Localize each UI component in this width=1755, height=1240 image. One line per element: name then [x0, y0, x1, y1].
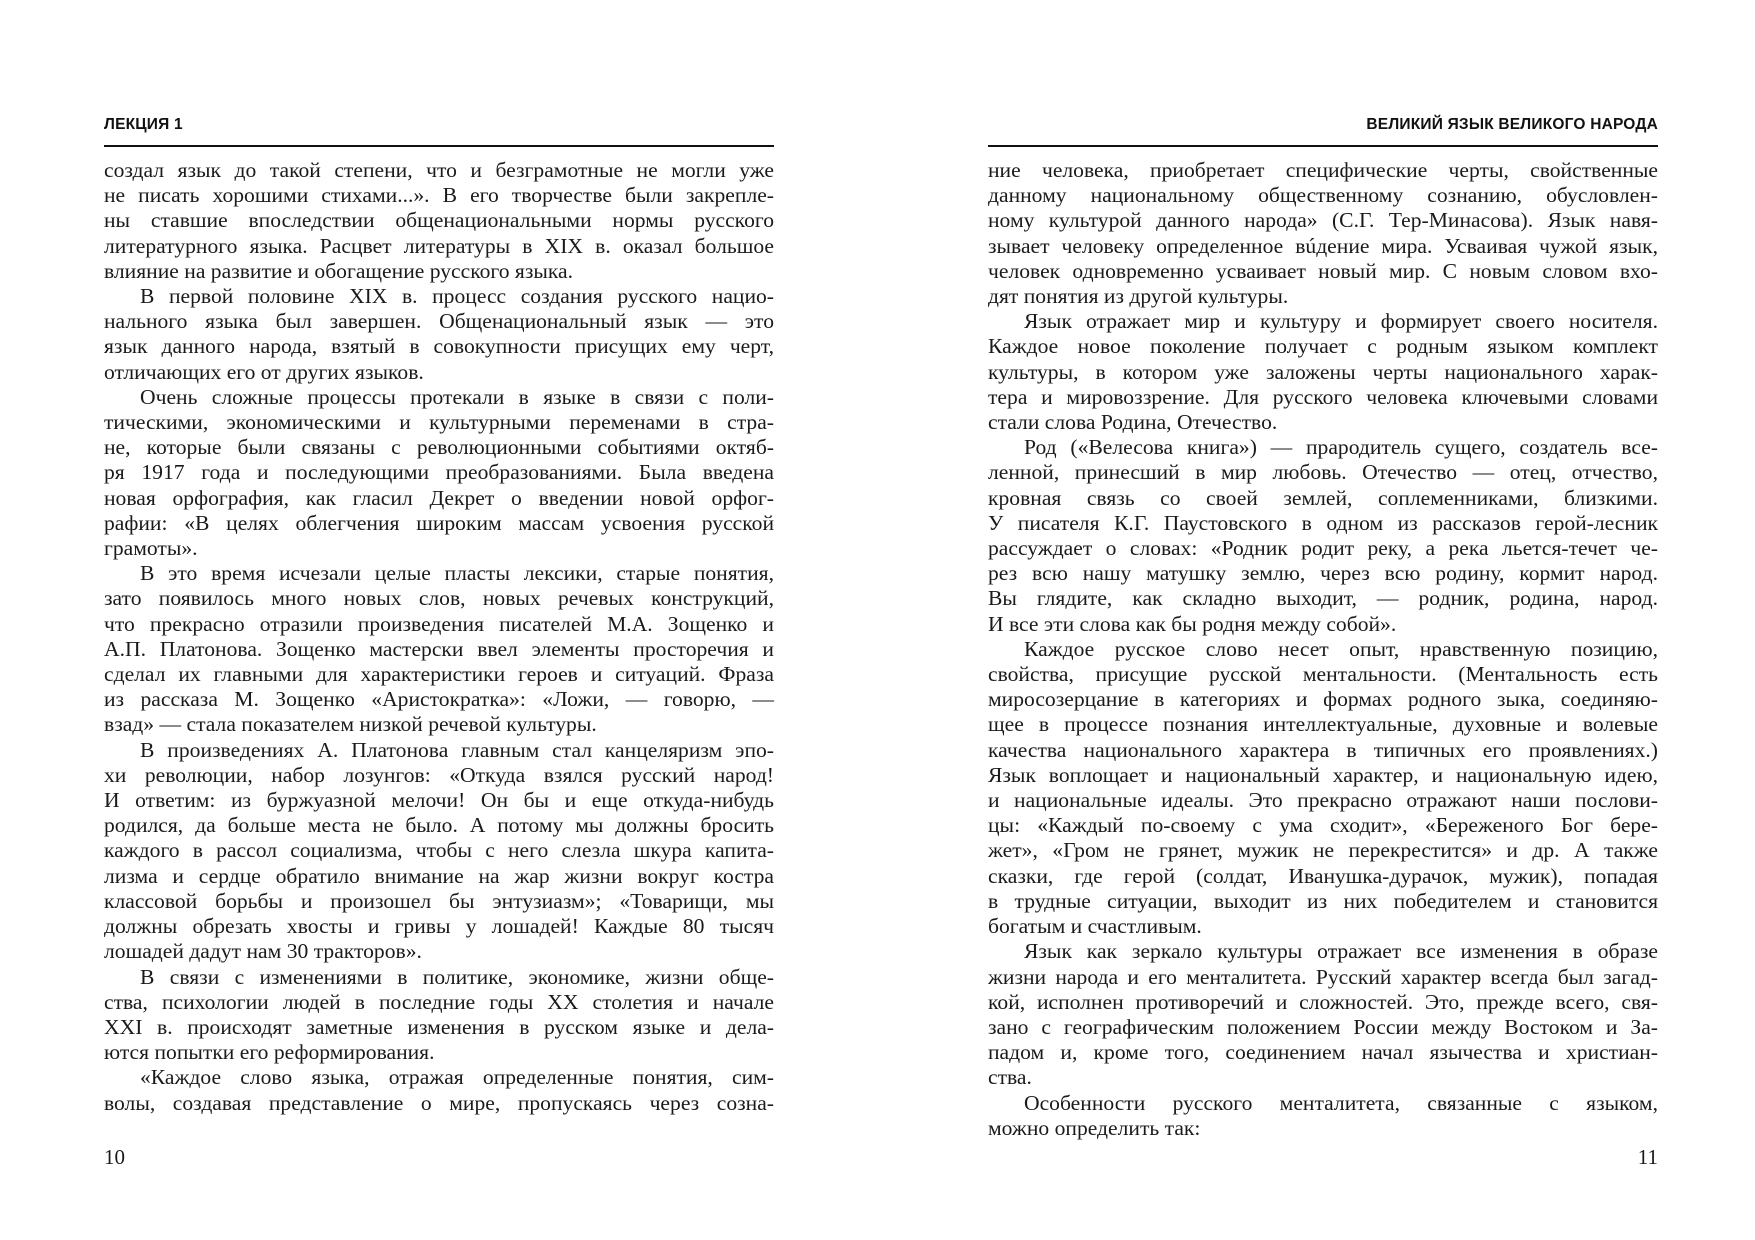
text-line: рез всю нашу матушку землю, через всю родину, кормит народ.	[988, 561, 1658, 586]
text-line: новая орфография, как гласил Декрет о введении новой орфог-	[104, 485, 774, 510]
text-line: Род («Велесова книга») — прародитель сущего, создатель все-	[1024, 435, 1658, 460]
text-line: ние человека, приобретает специфические черты, свойственные	[988, 158, 1658, 182]
text-line: сделал их главными для характеристики героев и ситуаций. Фраза	[104, 662, 774, 687]
text-line: И ответим: из буржуазной мелочи! Он бы и еще откуда-нибудь	[104, 788, 774, 813]
header-rule-right	[988, 145, 1658, 147]
text-line: не, которые были связаны с революционными событиями октяб-	[104, 435, 774, 460]
text-line: влияние на развитие и обогащение русского языка.	[104, 258, 574, 283]
text-line: падом и, кроме того, соединением начал язычества и христиан-	[988, 1040, 1658, 1065]
text-line: создал язык до такой степени, что и безграмотные не могли уже	[104, 158, 774, 182]
text-line: В связи с изменениями в политике, экономике, жизни обще-	[140, 964, 774, 989]
text-line: В произведениях А. Платонова главным стал канцеляризм эпо-	[140, 737, 774, 762]
text-line: качества национального характера в типичных его проявлениях.)	[988, 737, 1658, 762]
text-line: культуры, в котором уже заложены черты национального харак-	[988, 359, 1658, 384]
text-line: У писателя К.Г. Паустовского в одном из рассказов герой-лесник	[988, 510, 1658, 535]
text-line: кой, исполнен противоречий и сложностей. Это, прежде всего, свя-	[988, 989, 1658, 1014]
text-line: лизма и сердце обратило внимание на жар жизни вокруг костра	[104, 863, 774, 888]
page-number-left: 10	[104, 1145, 125, 1169]
text-line: нального языка был завершен. Общенациональный язык — это	[104, 309, 774, 334]
running-head-left: ЛЕКЦИЯ 1	[104, 116, 183, 133]
text-line: в трудные ситуации, выходит из них победителем и становится	[988, 888, 1658, 913]
header-rule-left	[104, 145, 774, 147]
text-line: Особенности русского менталитета, связанные с языком,	[1024, 1090, 1658, 1115]
text-line: человек одновременно усваивает новый мир. С новым словом вхо-	[988, 258, 1658, 283]
text-line: В первой половине XIX в. процесс создания русского нацио-	[140, 284, 774, 309]
text-line: жет», «Гром не грянет, мужик не перекрестится» и др. А также	[988, 838, 1658, 863]
text-line: ны ставшие впоследствии общенациональными нормы русского	[104, 208, 774, 233]
text-line: богатым и счастливым.	[988, 914, 1202, 939]
text-line: ленной, принесший в мир любовь. Отечество — отец, отчество,	[988, 460, 1658, 485]
text-line: тера и мировоззрение. Для русского человека ключевыми словами	[988, 384, 1658, 409]
text-line: грамоты».	[104, 536, 198, 561]
right-page-text	[988, 158, 1658, 1141]
text-line: рафии: «В целях облегчения широким массам усвоения русской	[104, 510, 774, 535]
text-line: язык данного народа, взятый в совокупности присущих ему черт,	[104, 334, 774, 359]
text-line: родился, да больше места не было. А потому мы должны бросить	[104, 813, 774, 838]
text-line: ства, психологии людей в последние годы XX столетия и начале	[104, 989, 774, 1014]
text-line: дят понятия из другой культуры.	[988, 284, 1289, 309]
text-line: ются попытки его реформирования.	[104, 1040, 435, 1065]
text-line: Язык отражает мир и культуру и формирует своего носителя.	[1024, 309, 1658, 334]
text-line: зывает человеку определенное вúдение мира. Усваивая чужой язык,	[988, 233, 1658, 258]
text-line: В это время исчезали целые пласты лексики, старые понятия,	[140, 561, 774, 586]
text-line: миросозерцание в категориях и формах родного зыка, соединяю-	[988, 687, 1658, 712]
text-line: зано с географическим положением России между Востоком и За-	[988, 1014, 1658, 1039]
text-line: «Каждое слово языка, отражая определенные понятия, сим-	[140, 1065, 774, 1090]
text-line: ря 1917 года и последующими преобразованиями. Была введена	[104, 460, 774, 485]
text-line: сказки, где герой (солдат, Иванушка-дурачок, мужик), попадая	[988, 863, 1658, 888]
text-line: можно определить так:	[988, 1115, 1201, 1140]
text-line: должны обрезать хвосты и гривы у лошадей! Каждые 80 тысяч	[104, 914, 774, 939]
text-line: щее в процессе познания интеллектуальные, духовные и волевые	[988, 712, 1658, 737]
text-line: Язык как зеркало культуры отражает все изменения в образе	[1024, 939, 1658, 964]
right-page	[988, 0, 1658, 1240]
text-line: литературного языка. Расцвет литературы в XIX в. оказал большое	[104, 233, 774, 258]
text-line: отличающих его от других языков.	[104, 359, 424, 384]
text-line: ства.	[988, 1065, 1032, 1090]
text-line: волы, создавая представление о мире, пропускаясь через созна-	[104, 1090, 774, 1115]
text-line: хи революции, набор лозунгов: «Откуда взялся русский народ!	[104, 762, 774, 787]
text-line: классовой борьбы и произошел бы энтузиазм»; «Товарищи, мы	[104, 888, 774, 913]
text-line: из рассказа М. Зощенко «Аристократка»: «Ложи, — говорю, —	[104, 687, 774, 712]
text-line: взад» — стала показателем низкой речевой культуры.	[104, 712, 597, 737]
text-line: ному культурой данного народа» (С.Г. Тер-Минасова). Язык навя-	[988, 208, 1658, 233]
text-line: каждого в рассол социализма, чтобы с него слезла шкура капита-	[104, 838, 774, 863]
text-line: данному национальному общественному сознанию, обусловлен-	[988, 183, 1658, 208]
text-line: лошадей дадут нам 30 тракторов».	[104, 939, 422, 964]
page-number-right: 11	[1637, 1145, 1658, 1169]
text-line: А.П. Платонова. Зощенко мастерски ввел элементы просторечия и	[104, 636, 774, 661]
left-page-text	[104, 158, 774, 1116]
text-line: тическими, экономическими и культурными переменами в стра-	[104, 410, 774, 435]
text-line: XXI в. происходят заметные изменения в русском языке и дела-	[104, 1014, 774, 1039]
text-line: свойства, присущие русской ментальности. (Ментальность есть	[988, 662, 1658, 687]
text-line: Очень сложные процессы протекали в языке в связи с поли-	[140, 384, 774, 409]
text-line: что прекрасно отразили произведения писателей М.А. Зощенко и	[104, 611, 774, 636]
text-line: И все эти слова как бы родня между собой».	[988, 611, 1397, 636]
text-line: жизни народа и его менталитета. Русский характер всегда был загад-	[988, 964, 1658, 989]
text-line: рассуждает о словах: «Родник родит реку, а река льется-течет че-	[988, 536, 1658, 561]
text-line: и национальные идеалы. Это прекрасно отражают наши послови-	[988, 788, 1658, 813]
text-line: цы: «Каждый по-своему с ума сходит», «Береженого Бог бере-	[988, 813, 1658, 838]
text-line: Язык воплощает и национальный характер, и национальную идею,	[988, 762, 1658, 787]
left-page	[104, 0, 774, 1240]
text-line: зато появилось много новых слов, новых речевых конструкций,	[104, 586, 774, 611]
text-line: Каждое русское слово несет опыт, нравственную позицию,	[1024, 636, 1658, 661]
text-line: Каждое новое поколение получает с родным языком комплект	[988, 334, 1658, 359]
text-line: кровная связь со своей землей, соплеменниками, близкими.	[988, 485, 1658, 510]
text-line: не писать хорошими стихами...». В его творчестве были закрепле-	[104, 183, 774, 208]
text-line: стали слова Родина, Отечество.	[988, 410, 1278, 435]
text-line: Вы глядите, как складно выходит, — родник, родина, народ.	[988, 586, 1658, 611]
running-head-right: ВЕЛИКИЙ ЯЗЫК ВЕЛИКОГО НАРОДА	[1366, 116, 1658, 133]
